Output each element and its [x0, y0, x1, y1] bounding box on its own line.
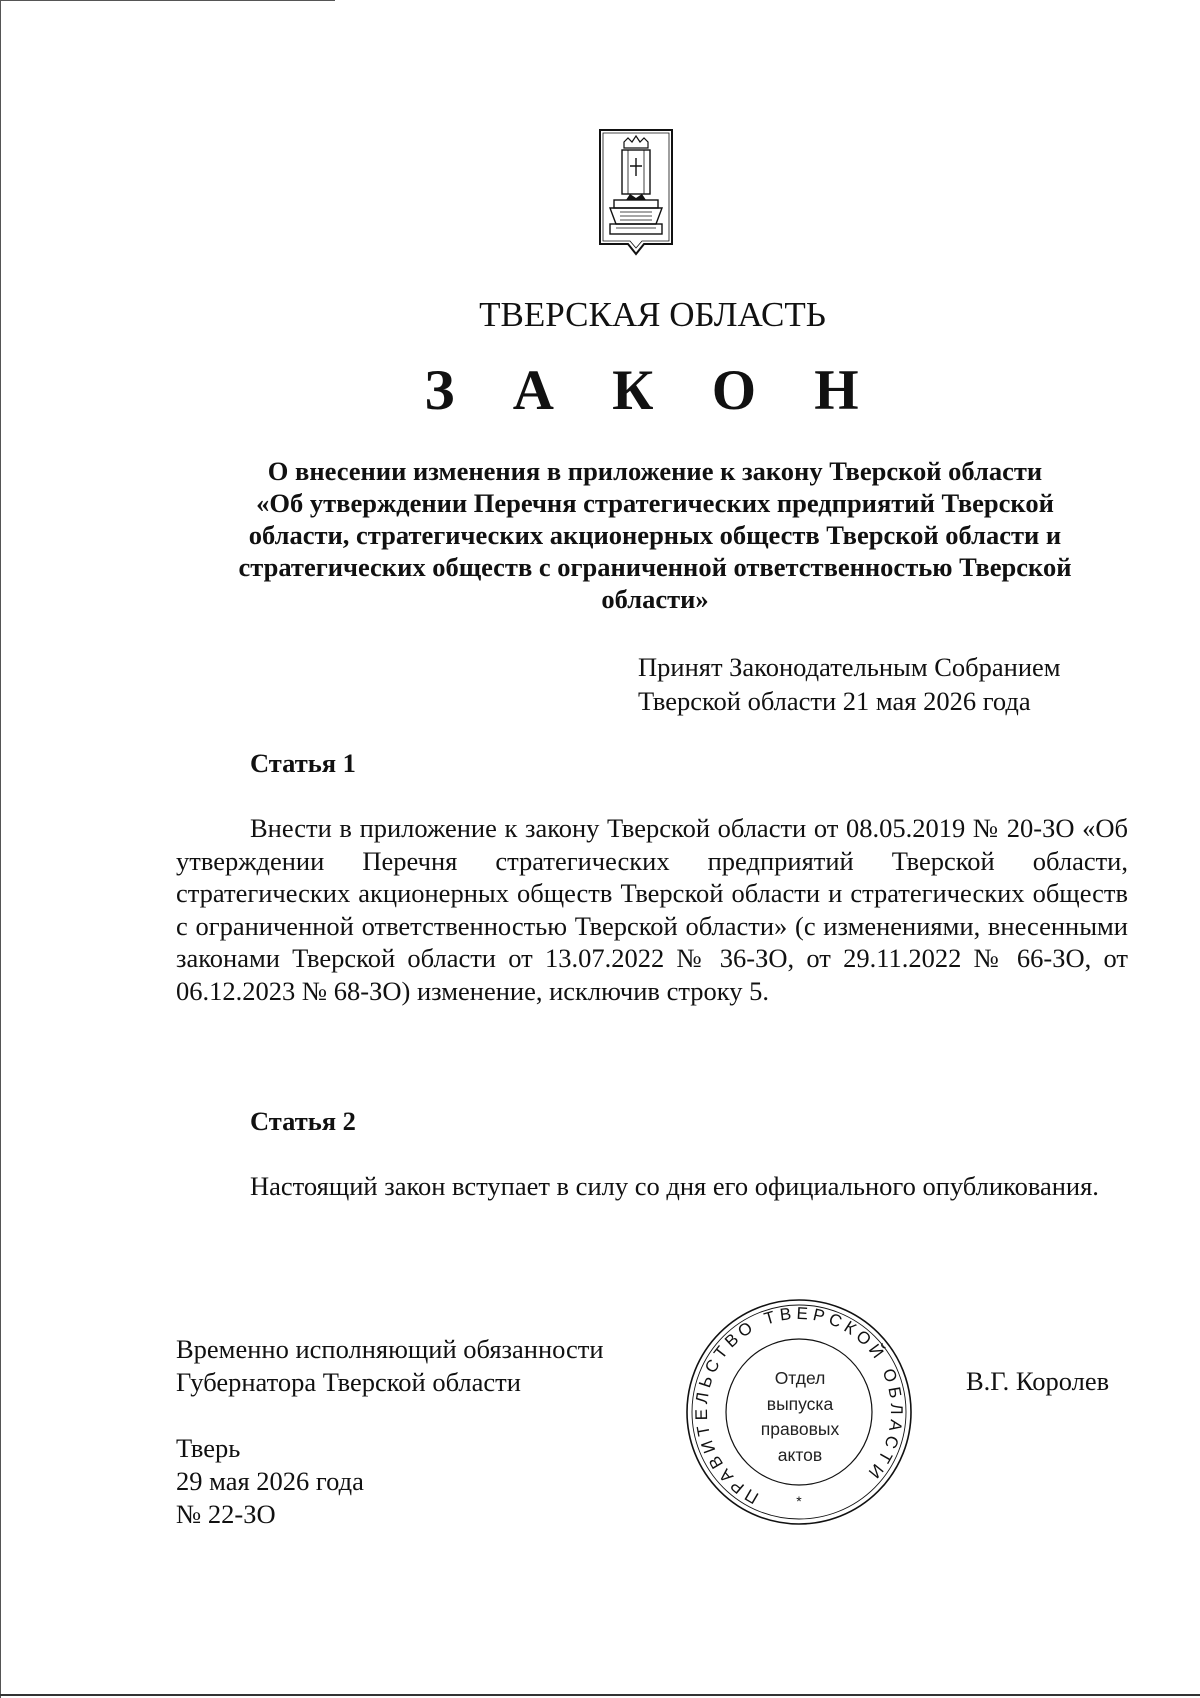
- signatory-position-line: Временно исполняющий обязанности: [176, 1334, 604, 1364]
- stamp-center-line: правовых: [760, 1419, 840, 1439]
- signing-date: 29 мая 2026 года: [176, 1466, 364, 1496]
- law-subject: [175, 455, 1135, 615]
- adoption-line: Тверской области 21 мая 2026 года: [638, 686, 1031, 716]
- subject-line: «Об утверждении Перечня стратегических предприятий Тверской: [256, 488, 1054, 518]
- region-name: ТВЕРСКАЯ ОБЛАСТЬ: [479, 295, 826, 334]
- stamp-center-text: [740, 1366, 860, 1468]
- coat-of-arms-icon: [598, 128, 674, 260]
- article-2-body: Настоящий закон вступает в силу со дня его официального опубликования.: [250, 1171, 1099, 1201]
- stamp-center-line: актов: [777, 1444, 823, 1465]
- stamp-ring-text: ПРАВИТЕЛЬСТВО ТВЕРСКОЙ ОБЛАСТИ: [691, 1303, 907, 1508]
- page-border-top: [0, 0, 335, 1]
- subject-line: области»: [601, 584, 709, 614]
- stamp-star: *: [796, 1493, 802, 1509]
- document-type: З А К О Н: [424, 359, 881, 422]
- subject-line: области, стратегических акционерных обществ Тверской области и: [248, 520, 1062, 550]
- subject-line: О внесении изменения в приложение к закону Тверской области: [267, 456, 1043, 486]
- place-and-date: [176, 1432, 364, 1531]
- stamp-center-line: Отдел: [774, 1368, 826, 1388]
- adoption-note: [638, 650, 1061, 718]
- page-border-left: [0, 0, 1, 1698]
- signatory-name: В.Г. Королев: [966, 1366, 1110, 1396]
- stamp-center-line: выпуска: [766, 1393, 834, 1414]
- article-2-title: Статья 2: [250, 1106, 356, 1136]
- law-number: № 22-ЗО: [176, 1499, 276, 1529]
- page-border-bottom: [0, 1694, 1200, 1696]
- signatory-position-line: Губернатора Тверской области: [176, 1367, 521, 1397]
- city: Тверь: [176, 1433, 241, 1463]
- adoption-line: Принят Законодательным Собранием: [638, 652, 1061, 682]
- article-1-title: Статья 1: [250, 748, 356, 778]
- signatory-position: [176, 1333, 604, 1399]
- article-1-body: Внести в приложение к закону Тверской области от 08.05.2019 № 20-ЗО «Об утверждении Перечня стратегических предприятий Тверской области, стратегических акционерных обществ Тверской области и стратегических обществ с ограниченной ответственностью Тверской области» (с изменениями, внесенными законами Тверской области от 13.07.2022 № 36-ЗО, от 29.11.2022 № 66-ЗО, от 06.12.2023 № 68-ЗО) изменение, исключив строку 5.: [176, 813, 1128, 1006]
- subject-line: стратегических обществ с ограниченной ответственностью Тверской: [238, 552, 1072, 582]
